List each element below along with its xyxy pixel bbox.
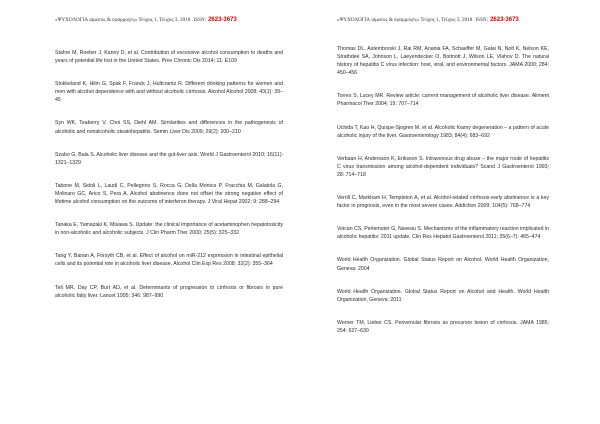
reference-entry: Verrill C, Markham H, Templeton A, et al. Alcohol-related cirrhosis-early abstinence is a key factor in prognosis, even in the most severe cases. Addiction 2009; 104(5): 768–774 [337,195,549,210]
issn-number: 2623-3673 [490,17,519,23]
reference-entry: Tabone M, Sidoli L, Laudi C, Pellegrino S, Rocca G, Della Monica P, Fracchia M, Galatola G, Molinaro GC, Arico S, Pera A. Alcohol abstinence does not offset the strong negative effect of lifetime alcohol consumption on the outcome of interferon therapy. J Viral Hepat 2002; 9: 288–294 [55,182,283,206]
reference-entry: Teli MR, Day CP, Burt AD, et al. Determinants of progression to cirrhosis or fibrosis in pure alcoholic fatty liver. Lancet 1995; 346: 987–990 [55,284,283,299]
running-header [337,17,519,23]
reference-list [337,45,549,350]
reference-entry: Verbaan H, Andersson K, Eriksson S. Intravenous drug abuse – the major route of hepatitis C virus transmission among alcohol-dependent individuals? Scand J Gastroenterol 1993; 28: 714–718 [337,155,549,178]
reference-entry: Stokkeland K, Hilm G, Spak F, Franck J, Hultcrantz R. Different drinking patterns for women and men with alcohol dependence with and without alcoholic cirrhosis. Alcohol Alcohol 2008; 43(1): 39–45 [55,81,283,104]
reference-entry: Szabo G, Bala S. Alcoholic liver disease and the gut-liver axis. World J Gastroenterol 2010; 16(11): 1321–1329 [55,151,283,166]
reference-entry: Tang Y, Banan A, Forsyth CB, et al. Effect of alcohol on miR-212 expression in intestinal epithelial cells and its potential role in alcoholic liver disease. Alcohol Clin Exp Res 2008; 32(2): 355–364 [55,253,283,268]
issn-number: 2623-3673 [208,17,237,23]
reference-entry: Stahre M, Roeber J, Kanny D, et al. Contribution of excessive alcohol consumption to deaths and years of potential life lost in the United States. Prev Chronic Dis 2014; 11: E109 [55,50,283,65]
reference-entry: World Health Organization. Global Status Report on Alcohol. World Health Organization, Geneva: 2004 [337,257,549,272]
reference-entry: Tanaka E, Yamazaki K, Misawa S. Update: the clinical importance of acetaminophen hepatotoxicity in non-alcoholic and alcoholic subjects. J Clin Pharm Ther 2000; 25(5): 325–332 [55,222,283,237]
issn-label: ISSN: [193,17,207,23]
journal-title: «ΨΥΧΟΛΟΓΙΑ ιάματος & εφαρμογές» Τεύχος 1, Τεύχος 3, 2018 [337,17,473,23]
reference-list [55,49,283,315]
reference-entry: Worner TM, Lieber CS. Perivenular fibrosis as precursor lesion of cirrhosis. JAMA 1985; 254: 627–630 [337,319,549,334]
running-header [55,17,237,23]
reference-entry: Syn WK, Teaberry V, Choi SS, Diehl AM. Similarities and differences in the pathogenesis of alcoholic and nonalcoholic steatohepatitis. Semin Liver Dis 2009; 29(2): 200–210 [55,120,283,135]
reference-entry: World Health Organization. Global Status Report on Alcohol and Health. World Health Organization, Geneva: 2011 [337,288,549,303]
journal-title: «ΨΥΧΟΛΟΓΙΑ ιάματος & εφαρμογές» Τεύχος 1, Τεύχος 3, 2018 [55,17,191,23]
reference-entry: Torres S, Lucey MR. Review article: current management of alcoholic liver disease. Aliment Pharmacol Ther 2004; 19: 707–714 [337,93,549,108]
reference-entry: Thomas DL, Astemborski J, Rai RM, Anania FA, Schaeffer M, Galai N, Nolt K, Nelson KE, Strathdee SA, Johnson L, Laeyendecker O, Boitnott J, Wilson LE, Vlahov D. The natural history of hepatitis C virus infection: host, viral, and environmental factors. JAMA 2000; 284: 450–456 [337,46,549,77]
issn-label: ISSN: [475,17,489,23]
reference-entry: Voican CS, Perlemuter G, Naveau S. Mechanisms of the inflammatory reaction implicated in alcoholic hepatitis: 2011 update. Clin Res Hepatol Gastroenterol 2011; 35(6–7): 465–474 [337,226,549,241]
reference-entry: Uchida T, Kao H, Quispe-Sjogren M, et al. Alcoholic foamy degeneration – a pattern of acute alcoholic injury of the liver. Gastroenterology 1983; 84(4): 683–692 [337,124,549,139]
